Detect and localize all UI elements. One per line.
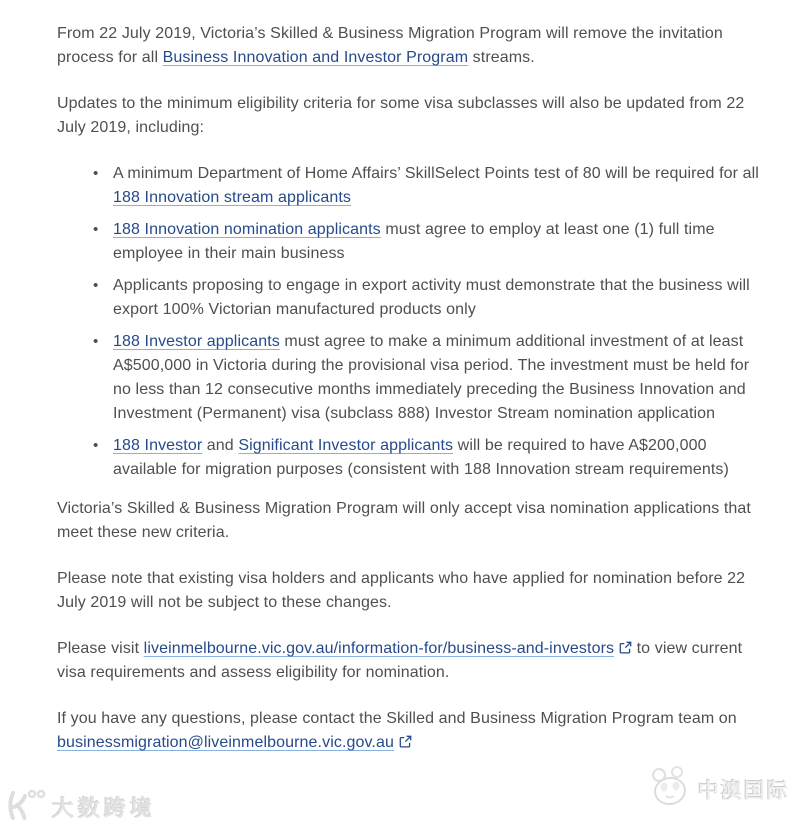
dashukuajing-logo-icon [5, 788, 47, 830]
text-run: Please note that existing visa holders and applicants who have applied for nomination before 22 July 2019 will not be subject to these changes. [57, 570, 746, 611]
list-item [113, 330, 769, 426]
existing-holders-paragraph [57, 567, 769, 615]
188-investor-link[interactable]: 188 Investor [113, 437, 203, 454]
eligibility-criteria-list [57, 162, 769, 482]
text-run: A minimum Department of Home Affairs’ SkillSelect Points test of 80 will be required for all [113, 165, 759, 182]
text-run: will be required to have A$200,000 available for migration purposes (consistent with 188 Innovation stream requirements) [113, 437, 729, 478]
188-investor-applicants-link[interactable]: 188 Investor applicants [113, 333, 280, 350]
text-run: must agree to employ at least one (1) full time employee in their main business [113, 221, 715, 262]
list-item [113, 274, 769, 322]
text-run: From 22 July 2019, Victoria’s Skilled & Business Migration Program will remove the invitation process for all [57, 25, 723, 66]
188-innovation-nomination-applicants-link[interactable]: 188 Innovation nomination applicants [113, 221, 381, 238]
text-run: Victoria’s Skilled & Business Migration Program will only accept visa nomination applications that meet these new criteria. [57, 500, 751, 541]
text-run: Applicants proposing to engage in export activity must demonstrate that the business will export 100% Victorian manufactured products only [113, 277, 750, 318]
text-run: Updates to the minimum eligibility criteria for some visa subclasses will also be updated from 22 July 2019, including: [57, 95, 745, 136]
contact-paragraph [57, 707, 769, 755]
intro-paragraph [57, 22, 769, 70]
text-run: and [202, 437, 239, 454]
list-item [113, 162, 769, 210]
external-link-icon [619, 637, 632, 661]
business-innovation-and-investor-program-link[interactable]: Business Innovation and Investor Program [162, 49, 469, 66]
liveinmelbourne-business-investors-link[interactable]: liveinmelbourne.vic.gov.au/information-for/business-and-investors [144, 640, 632, 657]
list-item [113, 218, 769, 266]
text-run: must agree to make a minimum additional investment of at least A$500,000 in Victoria during the provisional visa period. The investment must be held for no less than 12 consecutive months immediately preceding the Business Innovation and Investment (Permanent) visa (subclass 888) Investor Stream nomination application [113, 333, 750, 422]
text-run: If you have any questions, please contact the Skilled and Business Migration Program team on [57, 710, 737, 727]
businessmigration-email-link[interactable]: businessmigration@liveinmelbourne.vic.gov.au [57, 734, 412, 751]
188-innovation-stream-applicants-link[interactable]: 188 Innovation stream applicants [113, 189, 352, 206]
significant-investor-applicants-link[interactable]: Significant Investor applicants [238, 437, 454, 454]
visit-website-paragraph [57, 637, 769, 685]
text-run: Please visit [57, 640, 144, 657]
external-link-icon [399, 731, 412, 755]
article-content [57, 22, 769, 777]
updates-paragraph [57, 92, 769, 140]
text-run: streams. [468, 49, 535, 66]
text-run: to view current visa requirements and assess eligibility for nomination. [57, 640, 743, 681]
watermark-left-text: 大数跨境 [52, 796, 157, 821]
list-item [113, 434, 769, 482]
watermark-dashukuajing [5, 788, 156, 830]
acceptance-paragraph [57, 497, 769, 545]
watermark-right-text: 中澳国际 [698, 780, 790, 803]
